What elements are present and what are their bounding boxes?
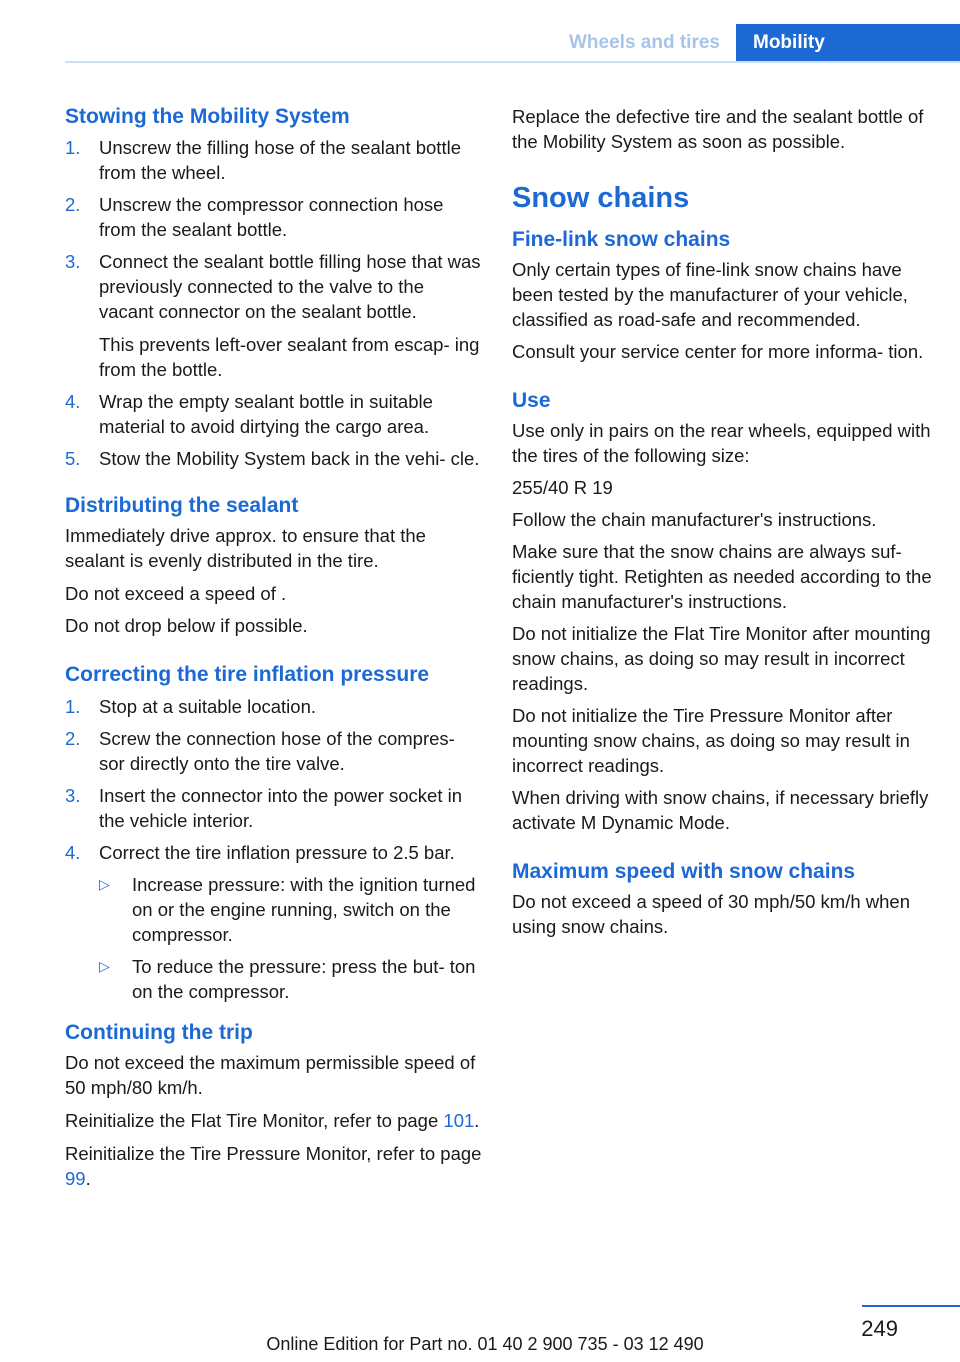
step-text: Connect the sealant bottle filling hose that was previously connected to the valve to the vacant connector on the sealant bottle. — [99, 251, 481, 322]
step-number: 4. — [65, 391, 81, 412]
list-item — [65, 446, 483, 471]
step-text: Screw the connection hose of the compres‐ sor directly onto the tire valve. — [99, 728, 455, 774]
paragraph: Do not exceed a speed of . — [65, 583, 287, 604]
step-text: Wrap the empty sealant bottle in suitable material to avoid dirtying the cargo area. — [99, 391, 433, 437]
paragraph-intro: Replace the defective tire and the sealant bottle of the Mobility System as soon as possible. — [512, 106, 924, 152]
heading-snow-chains: Snow chains — [512, 182, 690, 214]
tab-mobility[interactable]: Mobility — [736, 24, 960, 62]
stowing-steps-list — [65, 135, 483, 471]
list-item — [99, 872, 483, 947]
paragraph: Consult your service center for more informa‐ tion. — [512, 341, 924, 362]
paragraph-flat-tire-monitor-ref — [65, 1108, 483, 1133]
triangle-bullet-icon: ▷ — [99, 958, 110, 974]
paragraph-end: . — [474, 1110, 480, 1131]
page-number-rule — [862, 1305, 960, 1307]
list-item — [65, 192, 483, 242]
step-number: 2. — [65, 728, 81, 749]
heading-fine-link-snow-chains: Fine-link snow chains — [512, 228, 731, 251]
step-text: Correct the tire inflation pressure to 2.5 bar. — [99, 842, 455, 863]
triangle-bullet-icon: ▷ — [99, 876, 110, 892]
list-item — [65, 694, 483, 719]
pressure-bullets-list — [99, 872, 483, 1004]
bullet-text: To reduce the pressure: press the but‐ ton on the compressor. — [132, 956, 476, 1002]
heading-stowing-mobility-system: Stowing the Mobility System — [65, 105, 350, 128]
step-number: 5. — [65, 448, 81, 469]
paragraph: Do not initialize the Flat Tire Monitor after mounting snow chains, as doing so may result in incorrect readings. — [512, 623, 931, 694]
list-item — [65, 783, 483, 833]
list-item — [99, 954, 483, 1004]
step-text: Unscrew the compressor connection hose from the sealant bottle. — [99, 194, 444, 240]
heading-correcting-pressure: Correcting the tire inflation pressure — [65, 663, 430, 686]
paragraph: Do not drop below if possible. — [65, 615, 308, 636]
list-item — [65, 389, 483, 439]
paragraph: Make sure that the snow chains are always suf‐ ficiently tight. Retighten as needed according to the chain manufacturer's instructions. — [512, 541, 932, 612]
step-number: 2. — [65, 194, 81, 215]
step-note: This prevents left-over sealant from escap‐ ing from the bottle. — [99, 334, 480, 380]
bullet-text: Increase pressure: with the ignition turned on or the engine running, switch on the compressor. — [132, 874, 476, 945]
heading-maximum-speed-snow-chains: Maximum speed with snow chains — [512, 860, 856, 883]
list-item — [65, 726, 483, 776]
correcting-steps-list — [65, 694, 483, 1004]
paragraph-end: . — [85, 1168, 91, 1189]
paragraph: Follow the chain manufacturer's instructions. — [512, 509, 877, 530]
paragraph: Use only in pairs on the rear wheels, equipped with the tires of the following size: — [512, 420, 931, 466]
step-text: Unscrew the filling hose of the sealant bottle from the wheel. — [99, 137, 461, 183]
paragraph-text: Reinitialize the Tire Pressure Monitor, refer to page — [65, 1143, 482, 1164]
page-link-101[interactable]: 101 — [443, 1110, 475, 1131]
step-text: Stow the Mobility System back in the vehi‐ cle. — [99, 448, 480, 469]
page-link-99[interactable]: 99 — [65, 1168, 86, 1189]
heading-use: Use — [512, 389, 551, 412]
paragraph: Immediately drive approx. to ensure that the sealant is evenly distributed in the tire. — [65, 525, 426, 571]
list-item — [65, 135, 483, 185]
paragraph: Do not exceed a speed of 30 mph/50 km/h when using snow chains. — [512, 891, 911, 937]
left-column — [65, 100, 483, 1191]
step-number: 4. — [65, 842, 81, 863]
step-number: 1. — [65, 696, 81, 717]
step-number: 3. — [65, 251, 81, 272]
heading-continuing-trip: Continuing the trip — [65, 1021, 253, 1044]
step-text: Insert the connector into the power socket in the vehicle interior. — [99, 785, 463, 831]
header-rule — [65, 61, 960, 63]
step-number: 3. — [65, 785, 81, 806]
paragraph: Do not exceed the maximum permissible speed of 50 mph/80 km/h. — [65, 1052, 476, 1098]
heading-distributing-sealant: Distributing the sealant — [65, 494, 299, 517]
step-text: Stop at a suitable location. — [99, 696, 317, 717]
list-item — [65, 249, 483, 382]
step-number: 1. — [65, 137, 81, 158]
list-item — [65, 840, 483, 1004]
paragraph: When driving with snow chains, if necessary briefly activate M Dynamic Mode. — [512, 787, 929, 833]
page-number: 249 — [861, 1316, 898, 1341]
edition-footer: Online Edition for Part no. 01 40 2 900 735 - 03 12 490 — [266, 1334, 704, 1354]
paragraph-text: Reinitialize the Flat Tire Monitor, refer to page — [65, 1110, 444, 1131]
paragraph: Do not initialize the Tire Pressure Monitor after mounting snow chains, as doing so may result in incorrect readings. — [512, 705, 910, 776]
paragraph-tire-size: 255/40 R 19 — [512, 477, 613, 498]
right-column — [512, 100, 932, 939]
tab-wheels-and-tires[interactable]: Wheels and tires — [569, 32, 720, 53]
paragraph-tire-pressure-monitor-ref — [65, 1141, 483, 1191]
paragraph: Only certain types of fine-link snow chains have been tested by the manufacturer of your vehicle, classified as road-safe and recommended. — [512, 259, 908, 330]
